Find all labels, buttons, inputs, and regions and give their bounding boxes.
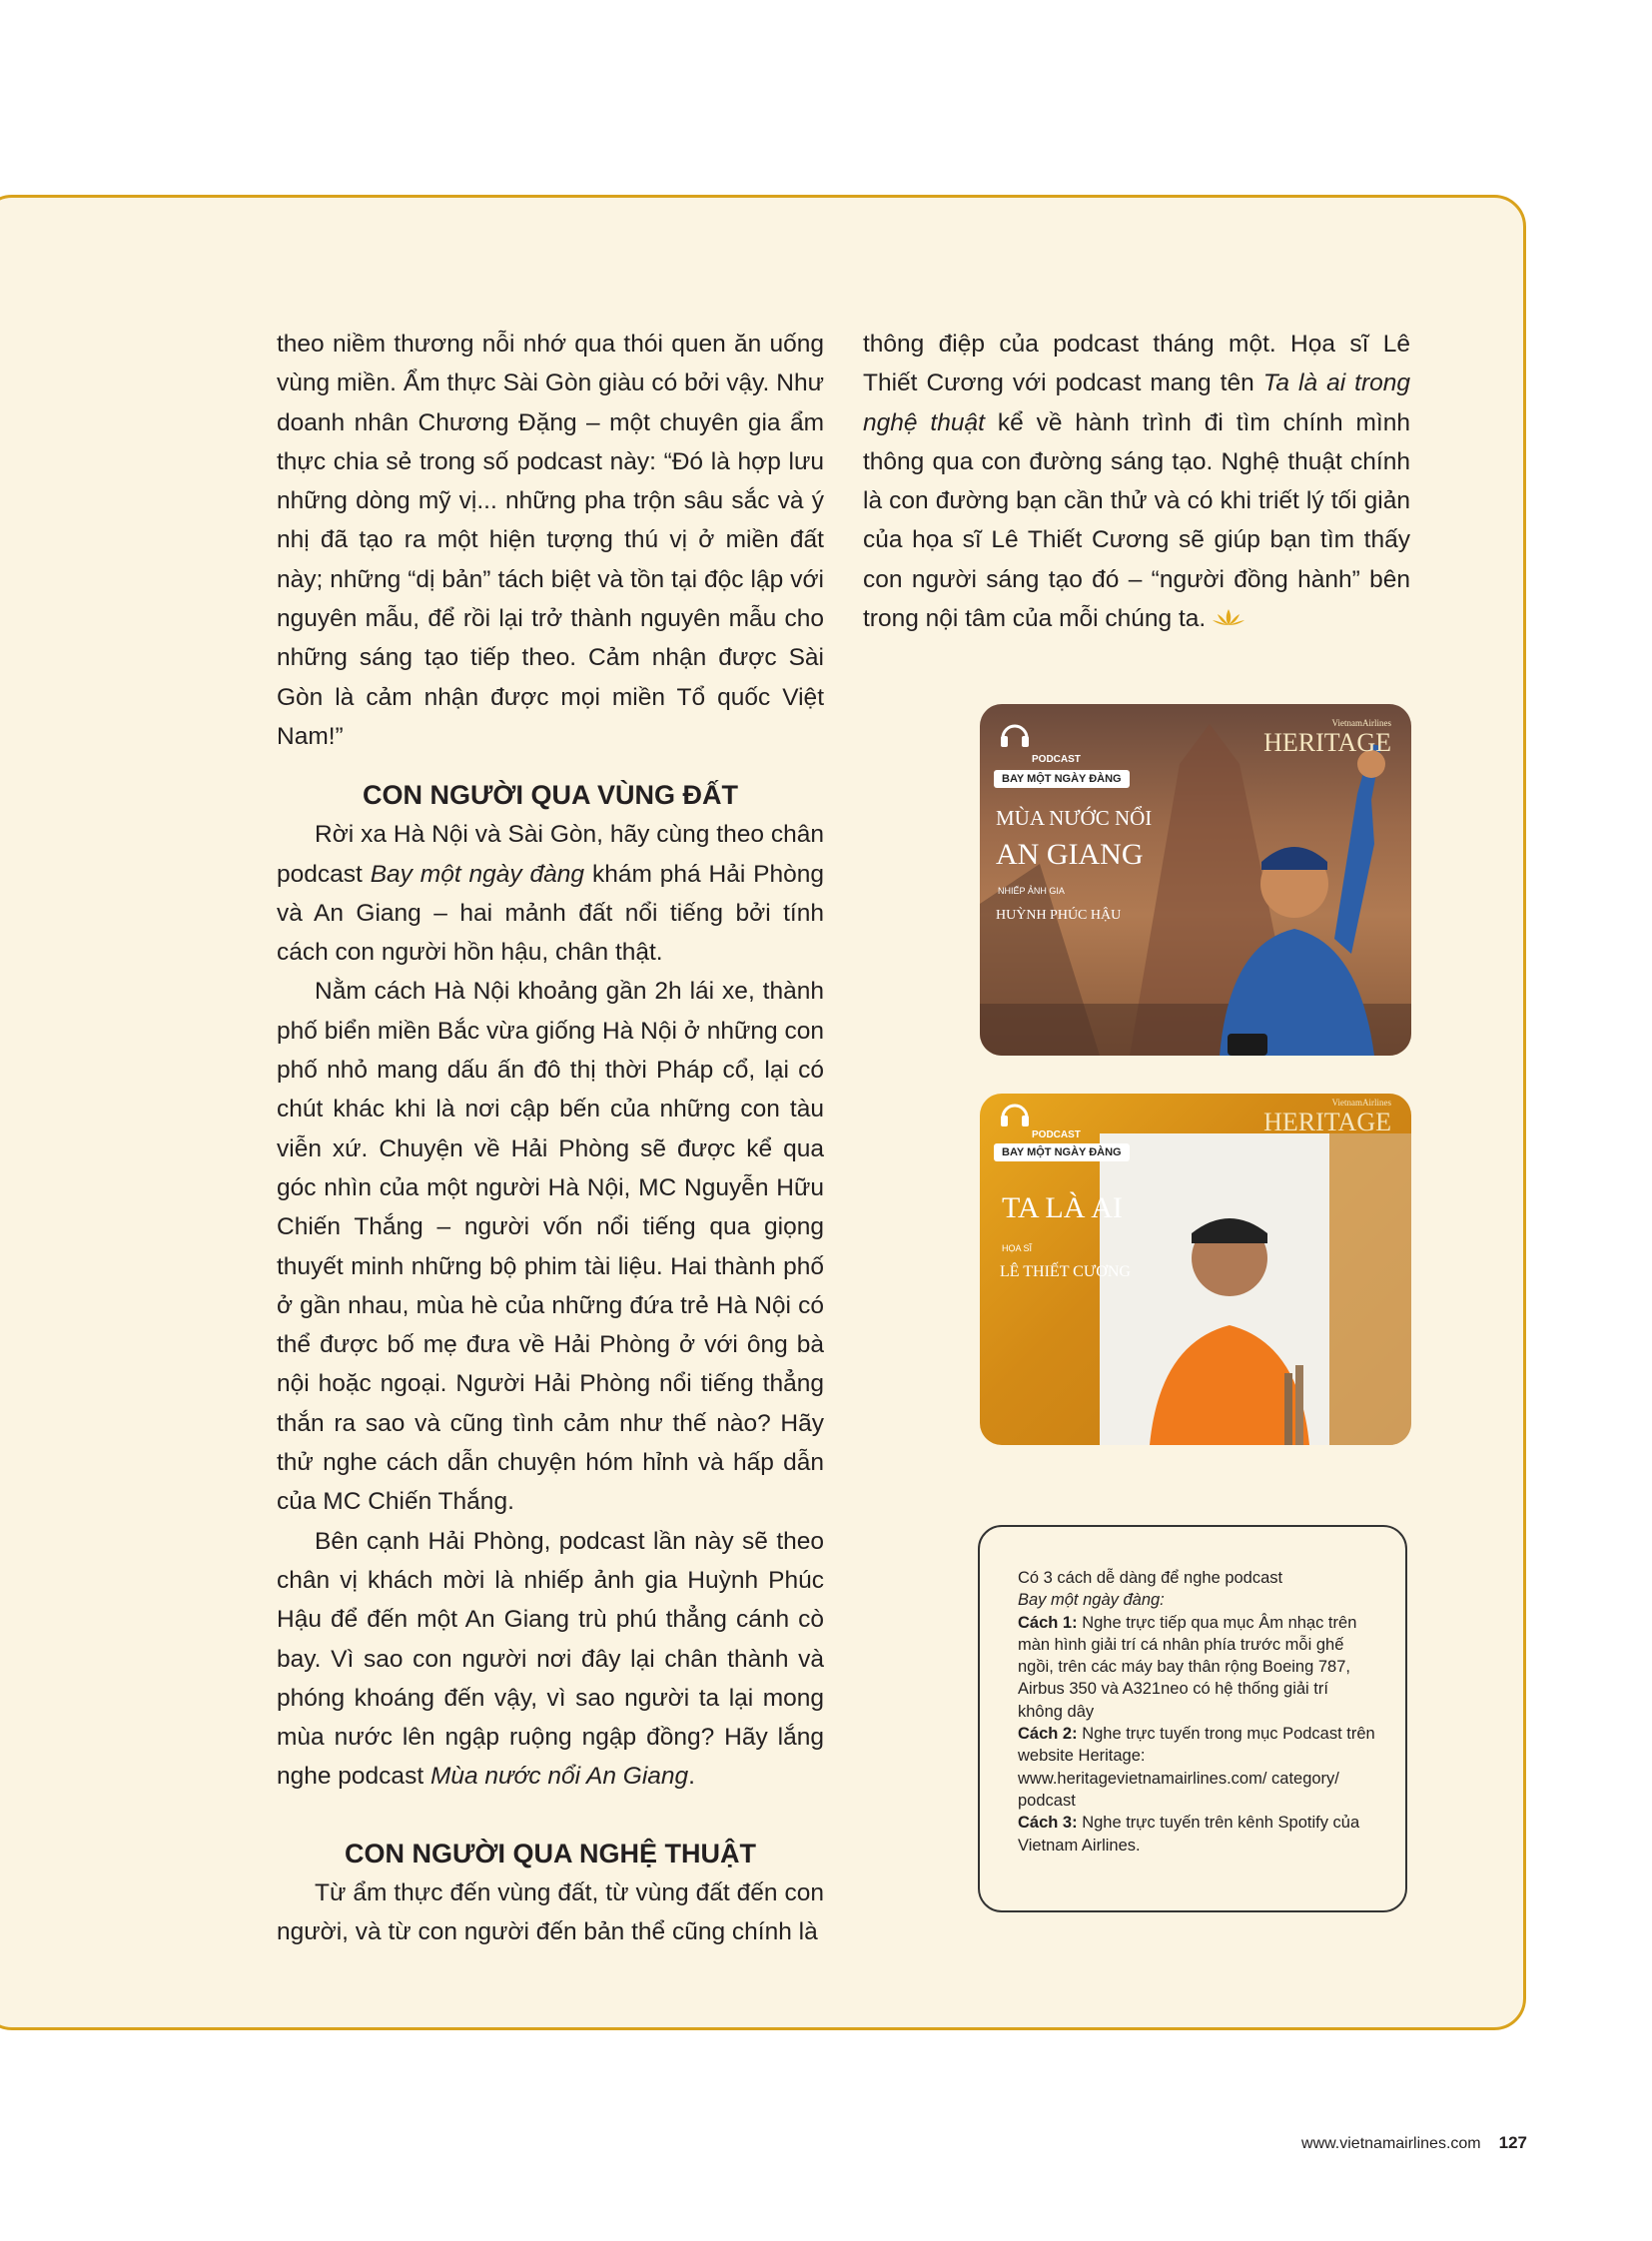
heritage-logo: VietnamAirlines HERITAGE	[1263, 1098, 1391, 1136]
section-heading: CON NGƯỜI QUA NGHỆ THUẬT	[345, 1838, 756, 1868]
guest-name: HUỲNH PHÚC HẬU	[996, 908, 1122, 923]
info-intro: Có 3 cách dễ dàng để nghe podcast	[1018, 1569, 1283, 1587]
info-intro-italic: Bay một ngày đàng:	[1018, 1591, 1165, 1610]
guest-name: LÊ THIẾT CƯƠNG	[1000, 1263, 1131, 1280]
page-footer	[1301, 2133, 1527, 2153]
info-method-3: Cách 3: Nghe trực tuyến trên kênh Spotify của Vietnam Airlines.	[1018, 1814, 1360, 1855]
episode-title: TA LÀ AI	[1002, 1191, 1123, 1224]
page-number: 127	[1498, 2133, 1527, 2152]
column-right	[863, 325, 1410, 639]
paragraph: theo niềm thương nỗi nhớ qua thói quen ăn uống vùng miền. Ẩm thực Sài Gòn giàu có bởi vậy. Như doanh nhân Chương Đặng – một chuyên gia ẩm thực chia sẻ trong số podcast này: “Đó là hợp lưu những dòng mỹ vị... những pha trộn sâu sắc và ý nhị đã tạo ra một hiện tượng thú vị ở miền đất này; những “dị bản” tách biệt và tồn tại độc lập với nguyên mẫu, để rồi lại trở thành nguyên mẫu cho những sáng tạo tiếp theo. Cảm nhận được Sài Gòn là cảm nhận được mọi miền Tổ quốc Việt Nam!”	[277, 331, 824, 750]
podcast-cover-ta-la-ai	[980, 1094, 1411, 1445]
episode-title-line2: AN GIANG	[996, 838, 1144, 871]
listening-info-box	[978, 1525, 1407, 1912]
headphones-icon	[998, 1098, 1032, 1136]
podcast-tag: PODCAST	[1032, 754, 1081, 765]
headphones-icon	[998, 718, 1032, 757]
paragraph: Từ ẩm thực đến vùng đất, từ vùng đất đến con người, và từ con người đến bản thể cũng chính là	[277, 1878, 824, 1945]
paragraph: Bên cạnh Hải Phòng, podcast lần này sẽ theo chân vị khách mời là nhiếp ảnh gia Huỳnh Phúc Hậu để đến một An Giang trù phú thẳng cánh cò bay. Vì sao con người nơi đây lại chân thành và phóng khoáng đến vậy, vì sao người ta lại mong mùa nước lên ngập ruộng ngập đồng? Hãy lắng nghe podcast Mùa nước nổi An Giang.	[277, 1527, 824, 1791]
podcast-cover-an-giang	[980, 704, 1411, 1056]
info-method-1: Cách 1: Nghe trực tiếp qua mục Âm nhạc trên màn hình giải trí cá nhân phía trước mỗi ghế ngồi, trên các máy bay thân rộng Boeing 787, Airbus 350 và A321neo có hệ thống giải trí không dây	[1018, 1613, 1357, 1721]
paragraph: thông điệp của podcast tháng một. Họa sĩ Lê Thiết Cương với podcast mang tên Ta là ai trong nghệ thuật kể về hành trình đi tìm chính mình thông qua con đường sáng tạo. Nghệ thuật chính là con đường bạn cần thử và có khi triết lý tối giản của họa sĩ Lê Thiết Cương sẽ giúp bạn tìm thấy con người sáng tạo đó – “người đồng hành” bên trong nội tâm của mỗi chúng ta.	[863, 325, 1410, 639]
footer-url[interactable]: www.vietnamairlines.com	[1301, 2135, 1481, 2152]
show-name: BAY MỘT NGÀY ĐÀNG	[994, 1143, 1130, 1161]
info-method-2: Cách 2: Nghe trực tuyến trong mục Podcast trên website Heritage: www.heritagevietnamairlines.com/ category/ podcast	[1018, 1725, 1375, 1810]
podcast-tag: PODCAST	[1032, 1129, 1081, 1140]
section-heading: CON NGƯỜI QUA VÙNG ĐẤT	[363, 780, 738, 811]
show-name: BAY MỘT NGÀY ĐÀNG	[994, 770, 1130, 788]
column-left	[277, 325, 824, 1951]
paragraph: Rời xa Hà Nội và Sài Gòn, hãy cùng theo chân podcast Bay một ngày đàng khám phá Hải Phòng và An Giang – hai mảnh đất nổi tiếng bởi tính cách con người hồn hậu, chân thật.	[277, 821, 825, 967]
guest-role: HỌA SĨ	[1002, 1243, 1033, 1253]
heritage-logo: VietnamAirlines HERITAGE	[1263, 718, 1391, 757]
paragraph: Nằm cách Hà Nội khoảng gần 2h lái xe, thành phố biển miền Bắc vừa giống Hà Nội ở những con phố nhỏ mang dấu ấn đô thị thời Pháp cổ, lại có chút khác khi là nơi cập bến của những con tàu viễn xứ. Chuyện về Hải Phòng sẽ được kể qua góc nhìn của một người Hà Nội, MC Nguyễn Hữu Chiến Thắng – người vốn nổi tiếng qua giọng thuyết minh những bộ phim tài liệu. Hai thành phố ở gần nhau, mùa hè của những đứa trẻ Hà Nội có thể được bố mẹ đưa về Hải Phòng ở với ông bà nội hoặc ngoại. Người Hải Phòng nổi tiếng thẳng thắn ra sao và cũng tình cảm như thế nào? Hãy thử nghe cách dẫn chuyện hóm hỉnh và hấp dẫn của MC Chiến Thắng.	[277, 978, 824, 1516]
lotus-icon	[1212, 600, 1245, 639]
guest-role: NHIẾP ẢNH GIA	[998, 886, 1065, 896]
episode-title-line1: MÙA NƯỚC NỔI	[996, 806, 1153, 830]
